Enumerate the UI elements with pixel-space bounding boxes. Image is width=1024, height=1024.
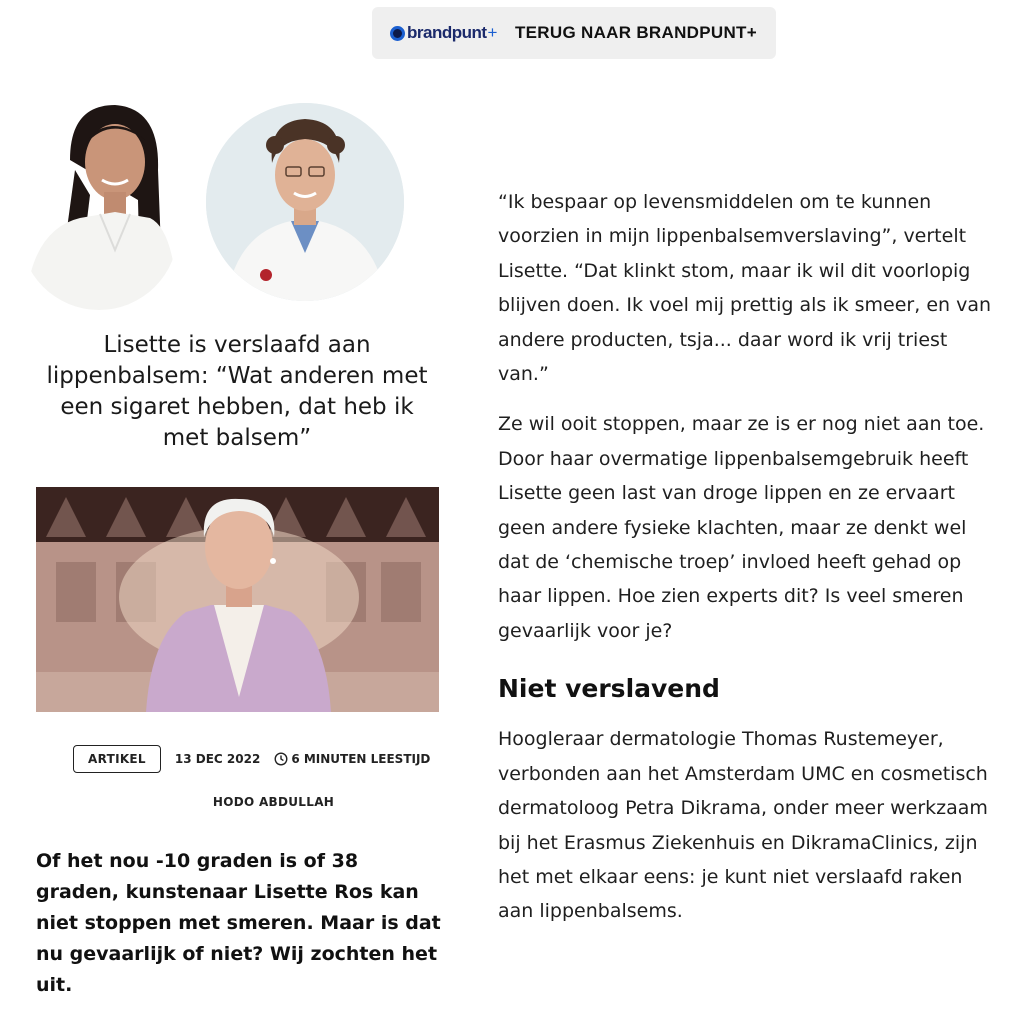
- article-meta: [73, 745, 430, 773]
- body-paragraph-3: Hoogleraar dermatologie Thomas Rustemeyer, verbonden aan het Amsterdam UMC en cosmetisch dermatoloog Petra Dikrama, onder meer werkzaam bij het Erasmus Ziekenhuis en DikramaClinics, zijn het met elkaar eens: je kunt niet verslaafd raken aan lippenbalsems.: [498, 728, 988, 923]
- expert-avatar-man: [206, 103, 404, 301]
- article-body: [498, 185, 998, 945]
- logo-circle-icon: [390, 26, 405, 41]
- expert-avatar-woman: [20, 100, 178, 310]
- body-paragraph-2: Ze wil ooit stoppen, maar ze is er nog niet aan toe. Door haar overmatige lippenbalsemgebruik heeft Lisette geen last van droge lippen en ze ervaart geen andere fysieke klachten, maar ze denkt wel dat de ‘chemische troep’ invloed heeft gehad op haar lippen. Hoe zien experts dit? Is veel smeren gevaarlijk voor je?: [498, 413, 985, 642]
- article-type-tag: ARTIKEL: [73, 745, 161, 773]
- top-nav-bar: [372, 7, 776, 59]
- back-to-brandpunt-link[interactable]: TERUG NAAR BRANDPUNT+: [514, 23, 757, 42]
- section-heading: Niet verslavend: [498, 674, 720, 704]
- article-lead: Of het nou -10 graden is of 38 graden, kunstenaar Lisette Ros kan niet stoppen met smeren. Maar is dat nu gevaarlijk of niet? Wij zochten het uit.: [36, 850, 441, 996]
- logo-text: brandpunt: [407, 23, 487, 42]
- hero-photo: [36, 487, 439, 712]
- read-time-label: 6 MINUTEN LEESTIJD: [291, 752, 431, 766]
- article-author[interactable]: HODO ABDULLAH: [212, 795, 335, 809]
- logo-plus: +: [487, 23, 497, 42]
- related-article-title[interactable]: Lisette is verslaafd aan lippenbalsem: “Wat anderen met een sigaret hebben, dat heb ik met balsem”: [46, 332, 428, 451]
- article-date: 13 DEC 2022: [174, 752, 261, 766]
- body-paragraph-1: “Ik bespaar op levensmiddelen om te kunnen voorzien in mijn lippenbalsemverslaving”, vertelt Lisette. “Dat klinkt stom, maar ik wil dit voorlopig blijven doen. Ik voel mij prettig als ik smeer, en van andere producten, tsja... daar word ik vrij triest van.”: [498, 191, 992, 386]
- brandpunt-logo[interactable]: [390, 23, 497, 43]
- clock-icon: [274, 752, 288, 766]
- read-time: [274, 752, 430, 766]
